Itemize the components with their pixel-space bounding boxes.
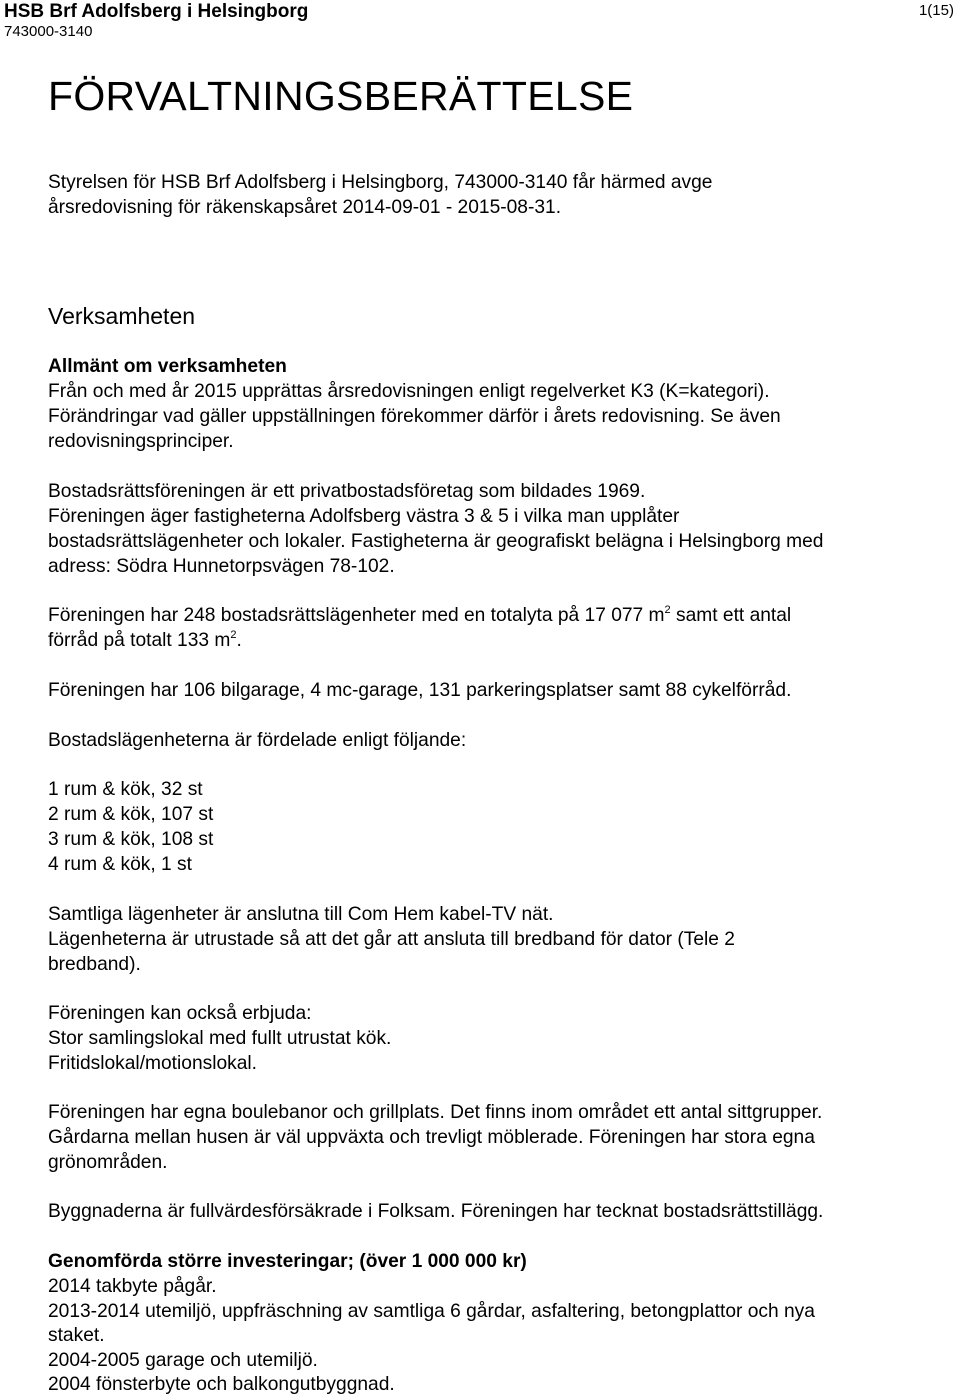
list-item: staket. [48,1325,105,1346]
general-line: Förändringar vad gäller uppställningen förekommer därför i årets redovisning. Se även [48,406,781,427]
section-subheading: Allmänt om verksamheten [48,356,287,377]
about-line: bostadsrättslägenheter och lokaler. Fastigheterna är geografiskt belägna i Helsingborg med [48,531,824,552]
area-text: . [236,630,242,651]
environment-line: Föreningen har egna boulebanor och grillplats. Det finns inom området ett antal sittgrupper. [48,1102,823,1123]
connectivity-line: Samtliga lägenheter är anslutna till Com Hem kabel-TV nät. [48,904,554,925]
garages-paragraph: Föreningen har 106 bilgarage, 4 mc-garage, 131 parkeringsplatser samt 88 cykelförråd. [48,680,792,701]
environment-line: Gårdarna mellan husen är väl uppväxta och trevligt möblerade. Föreningen har stora egna [48,1127,815,1148]
about-line: Bostadsrättsföreningen är ett privatbostadsföretag som bildades 1969. [48,481,646,502]
area-text: Föreningen har 248 bostadsrättslägenheter med en totalyta på 17 077 m [48,605,665,626]
organization-number: 743000-3140 [4,23,93,40]
insurance-paragraph: Byggnaderna är fullvärdesförsäkrade i Folksam. Föreningen har tecknat bostadsrättstillägg. [48,1201,824,1222]
list-item: 2014 takbyte pågår. [48,1276,217,1297]
list-item: 4 rum & kök, 1 st [48,854,192,875]
connectivity-line: Lägenheterna är utrustade så att det går att ansluta till bredband för dator (Tele 2 [48,929,735,950]
list-item: 1 rum & kök, 32 st [48,779,203,800]
about-line: adress: Södra Hunnetorpsvägen 78-102. [48,556,395,577]
organization-name: HSB Brf Adolfsberg i Helsingborg [4,1,309,22]
document-title: FÖRVALTNINGSBERÄTTELSE [48,73,634,119]
about-line: Föreningen äger fastigheterna Adolfsberg västra 3 & 5 i vilka man upplåter [48,506,680,527]
superscript: 2 [230,629,237,641]
area-text: samt ett antal [670,605,792,626]
list-item: 2004-2005 garage och utemiljö. [48,1350,318,1371]
general-line: redovisningsprinciper. [48,431,234,452]
intro-line: Styrelsen för HSB Brf Adolfsberg i Helsingborg, 743000-3140 får härmed avge [48,172,713,193]
list-item: 2004 fönsterbyte och balkongutbyggnad. [48,1374,395,1395]
area-line [48,603,791,628]
area-text: förråd på totalt 133 m [48,630,231,651]
offers-line: Föreningen kan också erbjuda: [48,1003,312,1024]
superscript: 2 [664,604,671,616]
distribution-intro: Bostadslägenheterna är fördelade enligt följande: [48,730,467,751]
environment-line: grönområden. [48,1152,168,1173]
area-line [48,628,242,653]
list-item: 2 rum & kök, 107 st [48,804,214,825]
page-number: 1(15) [918,2,954,19]
list-item: 2013-2014 utemiljö, uppfräschning av samtliga 6 gårdar, asfaltering, betongplattor och nya [48,1301,815,1322]
investments-heading: Genomförda större investeringar; (över 1 000 000 kr) [48,1251,527,1272]
section-heading: Verksamheten [48,303,196,329]
offers-line: Stor samlingslokal med fullt utrustat kök. [48,1028,392,1049]
general-line: Från och med år 2015 upprättas årsredovisningen enligt regelverket K3 (K=kategori). [48,381,770,402]
connectivity-line: bredband). [48,954,141,975]
list-item: 3 rum & kök, 108 st [48,829,214,850]
offers-line: Fritidslokal/motionslokal. [48,1053,258,1074]
intro-line: årsredovisning för räkenskapsåret 2014-09-01 - 2015-08-31. [48,197,562,218]
